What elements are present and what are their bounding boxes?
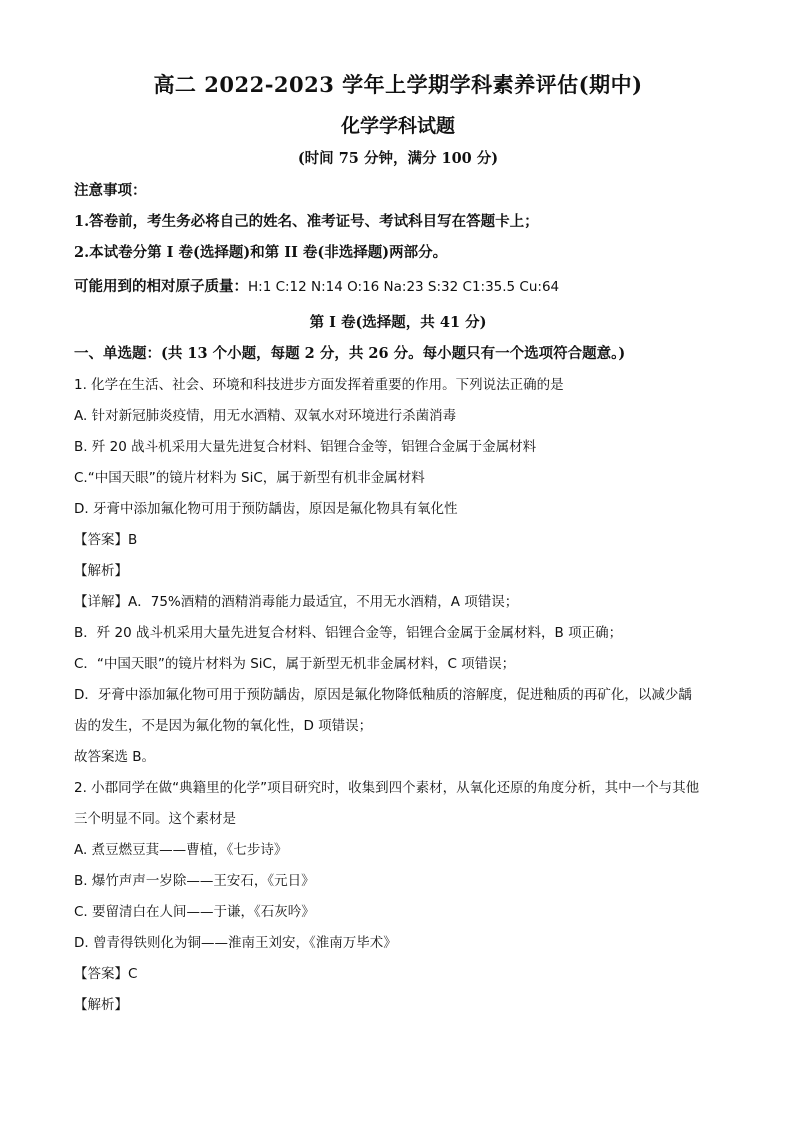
section-1-instructions: 一、单选题：(共 13 个小题，每题 2 分，共 26 分。每小题只有一个选项符合题意。) — [74, 345, 626, 362]
q1-detail-a-line — [74, 592, 722, 612]
q1-conclusion: 故答案选 B。 — [74, 749, 156, 765]
q2-analysis-tag: 【解析】 — [74, 997, 128, 1013]
q1-option-a: A. 针对新冠肺炎疫情，用无水酒精、双氧水对环境进行杀菌消毒 — [74, 408, 457, 424]
q1-option-c: C.“中国天眼”的镜片材料为 SiC，属于新型有机非金属材料 — [74, 470, 425, 486]
q2-answer-value: C — [128, 966, 138, 982]
q2-option-a: A. 煮豆燃豆萁——曹植，《七步诗》 — [74, 842, 288, 858]
q2-option-c: C. 要留清白在人间——于谦，《石灰吟》 — [74, 904, 315, 920]
notes-item-2: 2.本试卷分第 I 卷(选择题)和第 II 卷(非选择题)两部分。 — [74, 244, 448, 261]
notes-heading: 注意事项： — [74, 182, 147, 199]
q1-answer-value: B — [128, 532, 138, 548]
q1-detail-tag: 【详解】 — [74, 594, 128, 610]
section-1-heading: 第 I 卷(选择题，共 41 分) — [309, 314, 487, 331]
q1-detail-a: A．75%酒精的酒精消毒能力最适宜，不用无水酒精，A 项错误； — [128, 594, 519, 610]
q1-answer — [74, 530, 722, 550]
q1-detail-c: C．“中国天眼”的镜片材料为 SiC，属于新型无机非金属材料，C 项错误； — [74, 656, 516, 672]
atomic-mass-label: 可能用到的相对原子质量： — [74, 278, 248, 295]
atomic-mass-values: H:1 C:12 N:14 O:16 Na:23 S:32 C1:35.5 Cu:64 — [248, 279, 560, 295]
q2-stem-2: 三个明显不同。这个素材是 — [74, 811, 236, 827]
exam-time-note: (时间 75 分钟，满分 100 分) — [297, 150, 499, 167]
q2-option-b: B. 爆竹声声一岁除——王安石，《元日》 — [74, 873, 315, 889]
q2-stem-1: 2. 小郡同学在做“典籍里的化学”项目研究时，收集到四个素材，从氧化还原的角度分析，其中一个与其他 — [74, 780, 700, 796]
exam-title: 高二 2022-2023 学年上学期学科素养评估(期中) — [153, 72, 643, 97]
notes-item-1: 1.答卷前，考生务必将自己的姓名、准考证号、考试科目写在答题卡上； — [74, 213, 539, 230]
q1-answer-tag: 【答案】 — [74, 532, 128, 548]
q1-detail-b: B．歼 20 战斗机采用大量先进复合材料、铝锂合金等，铝锂合金属于金属材料，B 项正确； — [74, 625, 623, 641]
q1-analysis-tag: 【解析】 — [74, 563, 128, 579]
q2-answer — [74, 964, 722, 984]
q1-stem: 1. 化学在生活、社会、环境和科技进步方面发挥着重要的作用。下列说法正确的是 — [74, 377, 564, 393]
q2-answer-tag: 【答案】 — [74, 966, 128, 982]
q1-detail-d2: 齿的发生，不是因为氟化物的氧化性，D 项错误； — [74, 718, 373, 734]
atomic-mass-line — [74, 277, 722, 297]
exam-subtitle: 化学学科试题 — [340, 115, 455, 137]
q2-option-d: D. 曾青得铁则化为铜——淮南王刘安，《淮南万毕术》 — [74, 935, 397, 951]
q1-option-b: B. 歼 20 战斗机采用大量先进复合材料、铝锂合金等，铝锂合金属于金属材料 — [74, 439, 537, 455]
q1-option-d: D. 牙膏中添加氟化物可用于预防龋齿，原因是氟化物具有氧化性 — [74, 501, 458, 517]
q1-detail-d1: D．牙膏中添加氟化物可用于预防龋齿，原因是氟化物降低釉质的溶解度，促进釉质的再矿化，以减少龋 — [74, 687, 692, 703]
